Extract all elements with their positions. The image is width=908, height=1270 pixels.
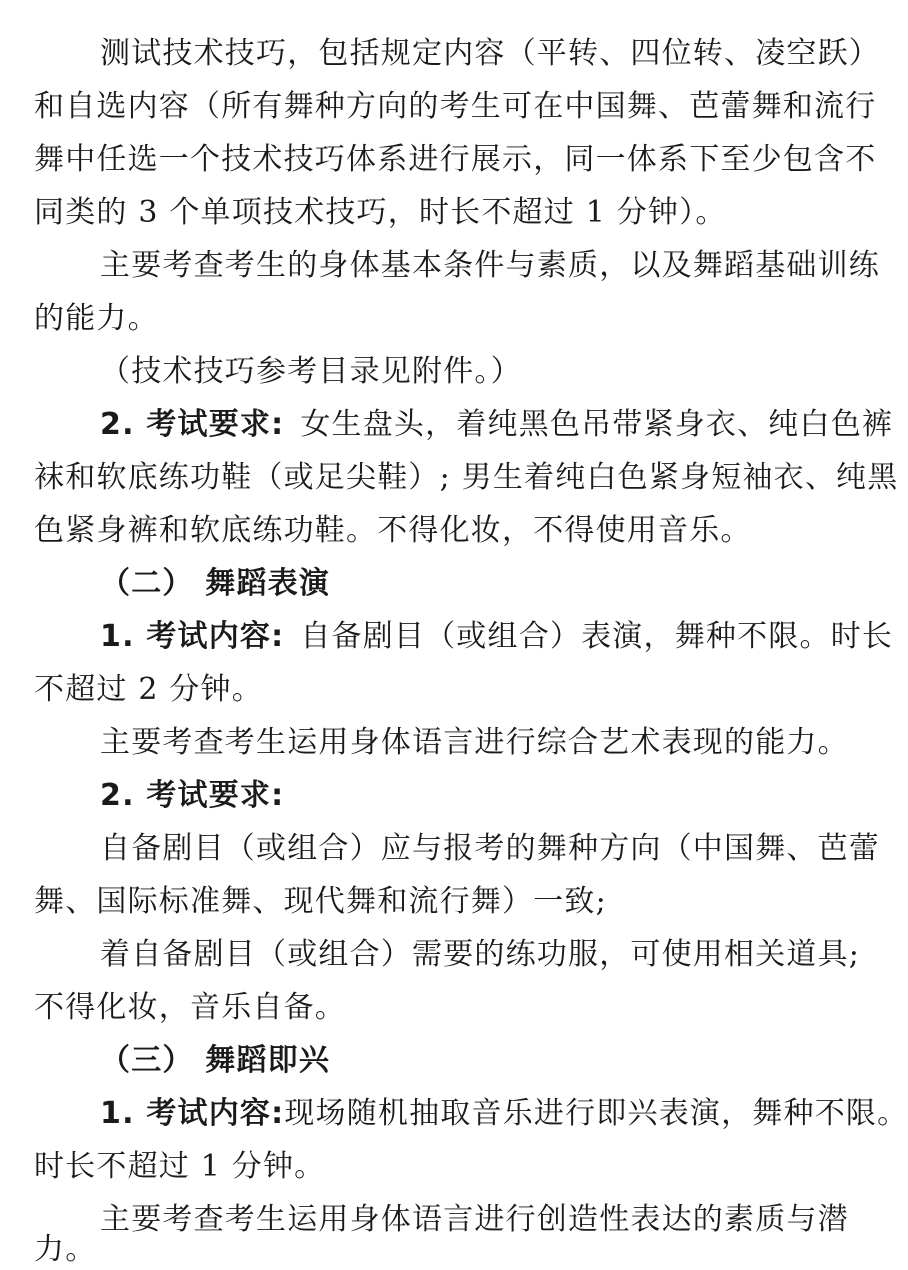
content-label: 1. 考试内容: <box>100 619 285 654</box>
text-line: 主要考查考生运用身体语言进行综合艺术表现的能力。 <box>100 725 849 760</box>
text-line: 的能力。 <box>34 301 159 336</box>
requirements-label: 2. 考试要求: <box>100 407 285 442</box>
text-line: 袜和软底练功鞋（或足尖鞋）; 男生着纯白色紧身短袖衣、纯黑 <box>34 460 899 495</box>
content-paragraph <box>100 617 894 657</box>
content-label: 1. 考试内容: <box>100 1096 285 1131</box>
text-line: 时长不超过 1 分钟。 <box>34 1149 326 1184</box>
content-text: 自备剧目（或组合）表演，舞种不限。时长 <box>300 619 894 654</box>
requirements-paragraph <box>100 405 894 445</box>
content-paragraph <box>100 1094 908 1134</box>
text-line: 着自备剧目（或组合）需要的练功服，可使用相关道具; <box>100 937 861 972</box>
text-line: 自备剧目（或组合）应与报考的舞种方向（中国舞、芭蕾 <box>100 831 880 866</box>
content-text: 现场随机抽取音乐进行即兴表演，舞种不限。 <box>284 1096 908 1131</box>
text-line: 舞、国际标准舞、现代舞和流行舞）一致; <box>34 884 607 919</box>
text-line: 和自选内容（所有舞种方向的考生可在中国舞、芭蕾舞和流行 <box>34 89 877 124</box>
text-line: 主要考查考生运用身体语言进行创造性表达的素质与潜 <box>100 1202 849 1237</box>
text-line: 不超过 2 分钟。 <box>34 672 263 707</box>
text-line: 舞中任选一个技术技巧体系进行展示，同一体系下至少包含不 <box>34 142 877 177</box>
text-line: 力。 <box>34 1232 97 1267</box>
text-line: 不得化妆，音乐自备。 <box>34 990 346 1025</box>
section-heading: （三） 舞蹈即兴 <box>100 1043 331 1078</box>
requirements-text: 女生盘头，着纯黑色吊带紧身衣、纯白色裤 <box>300 407 894 442</box>
text-line: （技术技巧参考目录见附件。） <box>100 354 522 389</box>
text-line: 色紧身裤和软底练功鞋。不得化妆，不得使用音乐。 <box>34 513 752 548</box>
requirements-label: 2. 考试要求: <box>100 778 285 813</box>
section-heading: （二） 舞蹈表演 <box>100 566 331 601</box>
text-line: 测试技术技巧，包括规定内容（平转、四位转、凌空跃） <box>100 36 880 71</box>
text-line: 同类的 3 个单项技术技巧，时长不超过 1 分钟）。 <box>34 195 727 230</box>
text-line: 主要考查考生的身体基本条件与素质，以及舞蹈基础训练 <box>100 248 880 283</box>
